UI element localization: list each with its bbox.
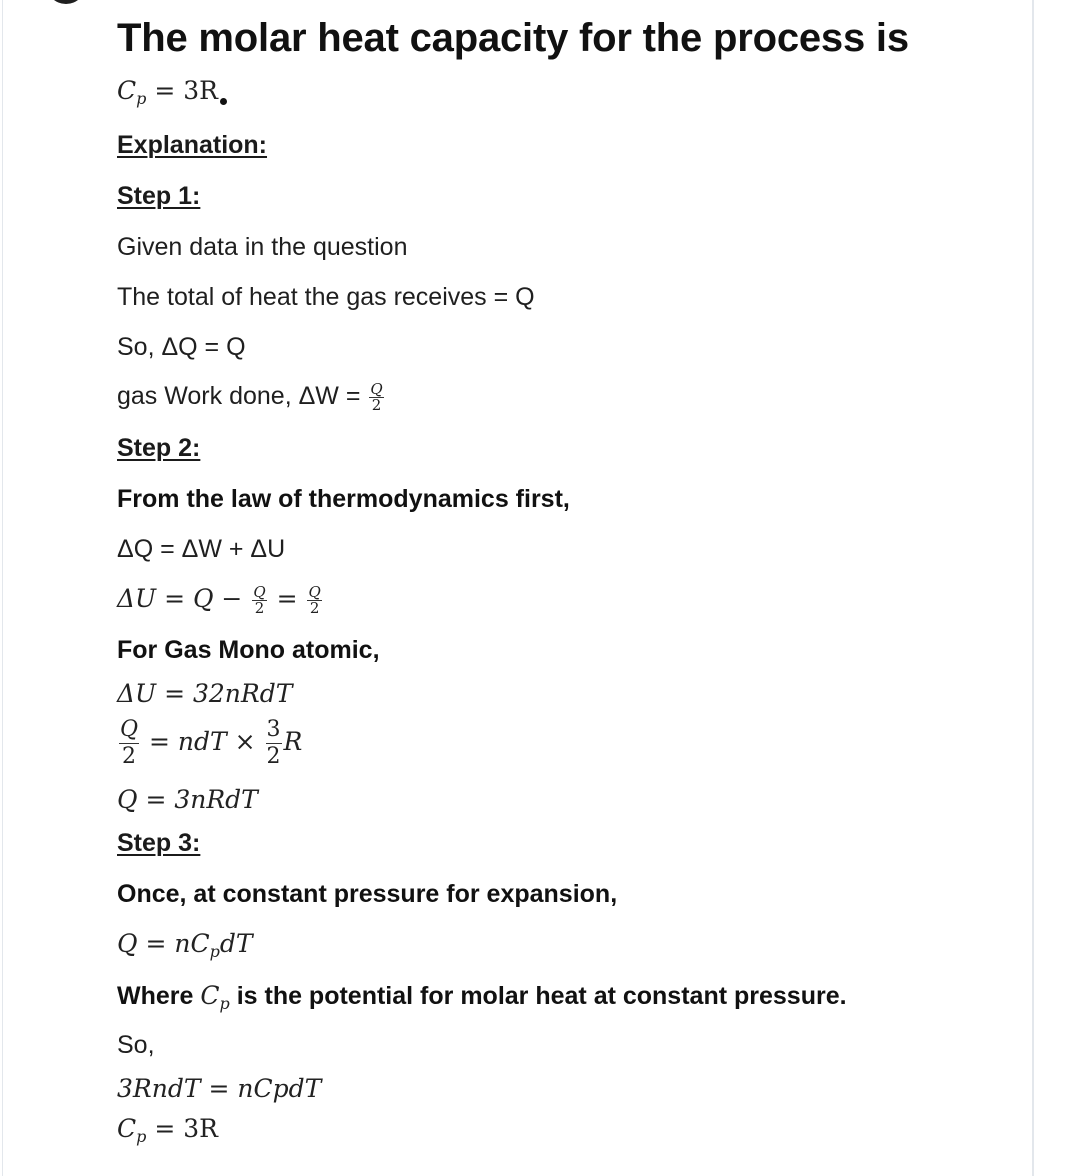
where-c-sub: p	[219, 994, 230, 1013]
q-eq-text: Q = 3nRdT	[117, 785, 258, 814]
step3-heading: Step 3:	[117, 829, 201, 857]
step1-heading: Step 1:	[117, 182, 201, 210]
step1-work-line	[117, 382, 386, 413]
final-rest: = 3R	[146, 1114, 218, 1143]
step3-eq1	[117, 1074, 321, 1103]
q2-fraction	[119, 719, 139, 768]
work-num: Q	[370, 380, 383, 398]
eq1-text: 3RndT = nCpdT	[117, 1074, 322, 1103]
du-den1: 2	[254, 599, 265, 617]
du-eq-text: ΔU = 32nRdT	[117, 679, 293, 708]
final-c: C	[117, 1114, 137, 1143]
step2-law: From the law of thermodynamics first,	[117, 485, 570, 513]
du-num2: Q	[308, 583, 321, 601]
step2-heading: Step 2:	[117, 434, 201, 462]
explanation-heading: Explanation:	[117, 131, 268, 159]
answer-c: C	[117, 76, 137, 105]
answer-c-sub: p	[136, 89, 147, 108]
du-mid: =	[268, 584, 306, 613]
three-halves-fraction	[266, 719, 282, 768]
work-den: 2	[371, 396, 382, 414]
q-ncp-prefix: Q = nC	[117, 929, 210, 958]
du-den2: 2	[309, 599, 320, 617]
answer-rest: = 3R	[146, 76, 218, 105]
step3-final	[117, 1114, 218, 1146]
du-num1: Q	[253, 583, 266, 601]
step3-where	[117, 981, 847, 1013]
three-num: 3	[266, 717, 281, 742]
step3-expansion: Once, at constant pressure for expansion,	[117, 880, 618, 908]
q-ncp-sub: p	[209, 942, 220, 961]
step2-mono: For Gas Mono atomic,	[117, 636, 380, 664]
period-dot	[220, 98, 227, 105]
step3-q-ncp	[117, 929, 253, 961]
answer-title: The molar heat capacity for the process is	[117, 16, 909, 60]
three-den: 2	[266, 744, 281, 769]
step2-law-eq: ΔQ = ΔW + ΔU	[117, 535, 286, 563]
answer-formula	[117, 76, 227, 108]
work-prefix: gas Work done, ΔW =	[117, 382, 368, 411]
du-fraction-2	[307, 585, 321, 616]
q-ncp-end: dT	[219, 929, 253, 958]
du-fraction-1	[252, 585, 266, 616]
q2-num: Q	[120, 717, 139, 742]
work-fraction	[369, 382, 383, 413]
where-prefix: Where	[117, 982, 201, 1010]
q2-end: R	[283, 727, 303, 756]
q2-mid: = ndT ×	[141, 727, 264, 756]
step1-heat-line: The total of heat the gas receives = Q	[117, 283, 535, 311]
step2-du-eq	[117, 679, 292, 708]
final-c-sub: p	[136, 1127, 147, 1146]
step2-du-line	[117, 584, 324, 616]
where-suffix: is the potential for molar heat at constant pressure.	[229, 982, 847, 1010]
step1-dq-line: So, ΔQ = Q	[117, 333, 246, 361]
step3-so: So,	[117, 1031, 155, 1059]
step2-q2-line	[117, 719, 302, 768]
step2-q-eq	[117, 785, 258, 814]
q2-den: 2	[122, 744, 137, 769]
du-prefix: ΔU = Q −	[117, 584, 251, 613]
step1-given: Given data in the question	[117, 233, 408, 261]
where-c: C	[200, 981, 220, 1010]
